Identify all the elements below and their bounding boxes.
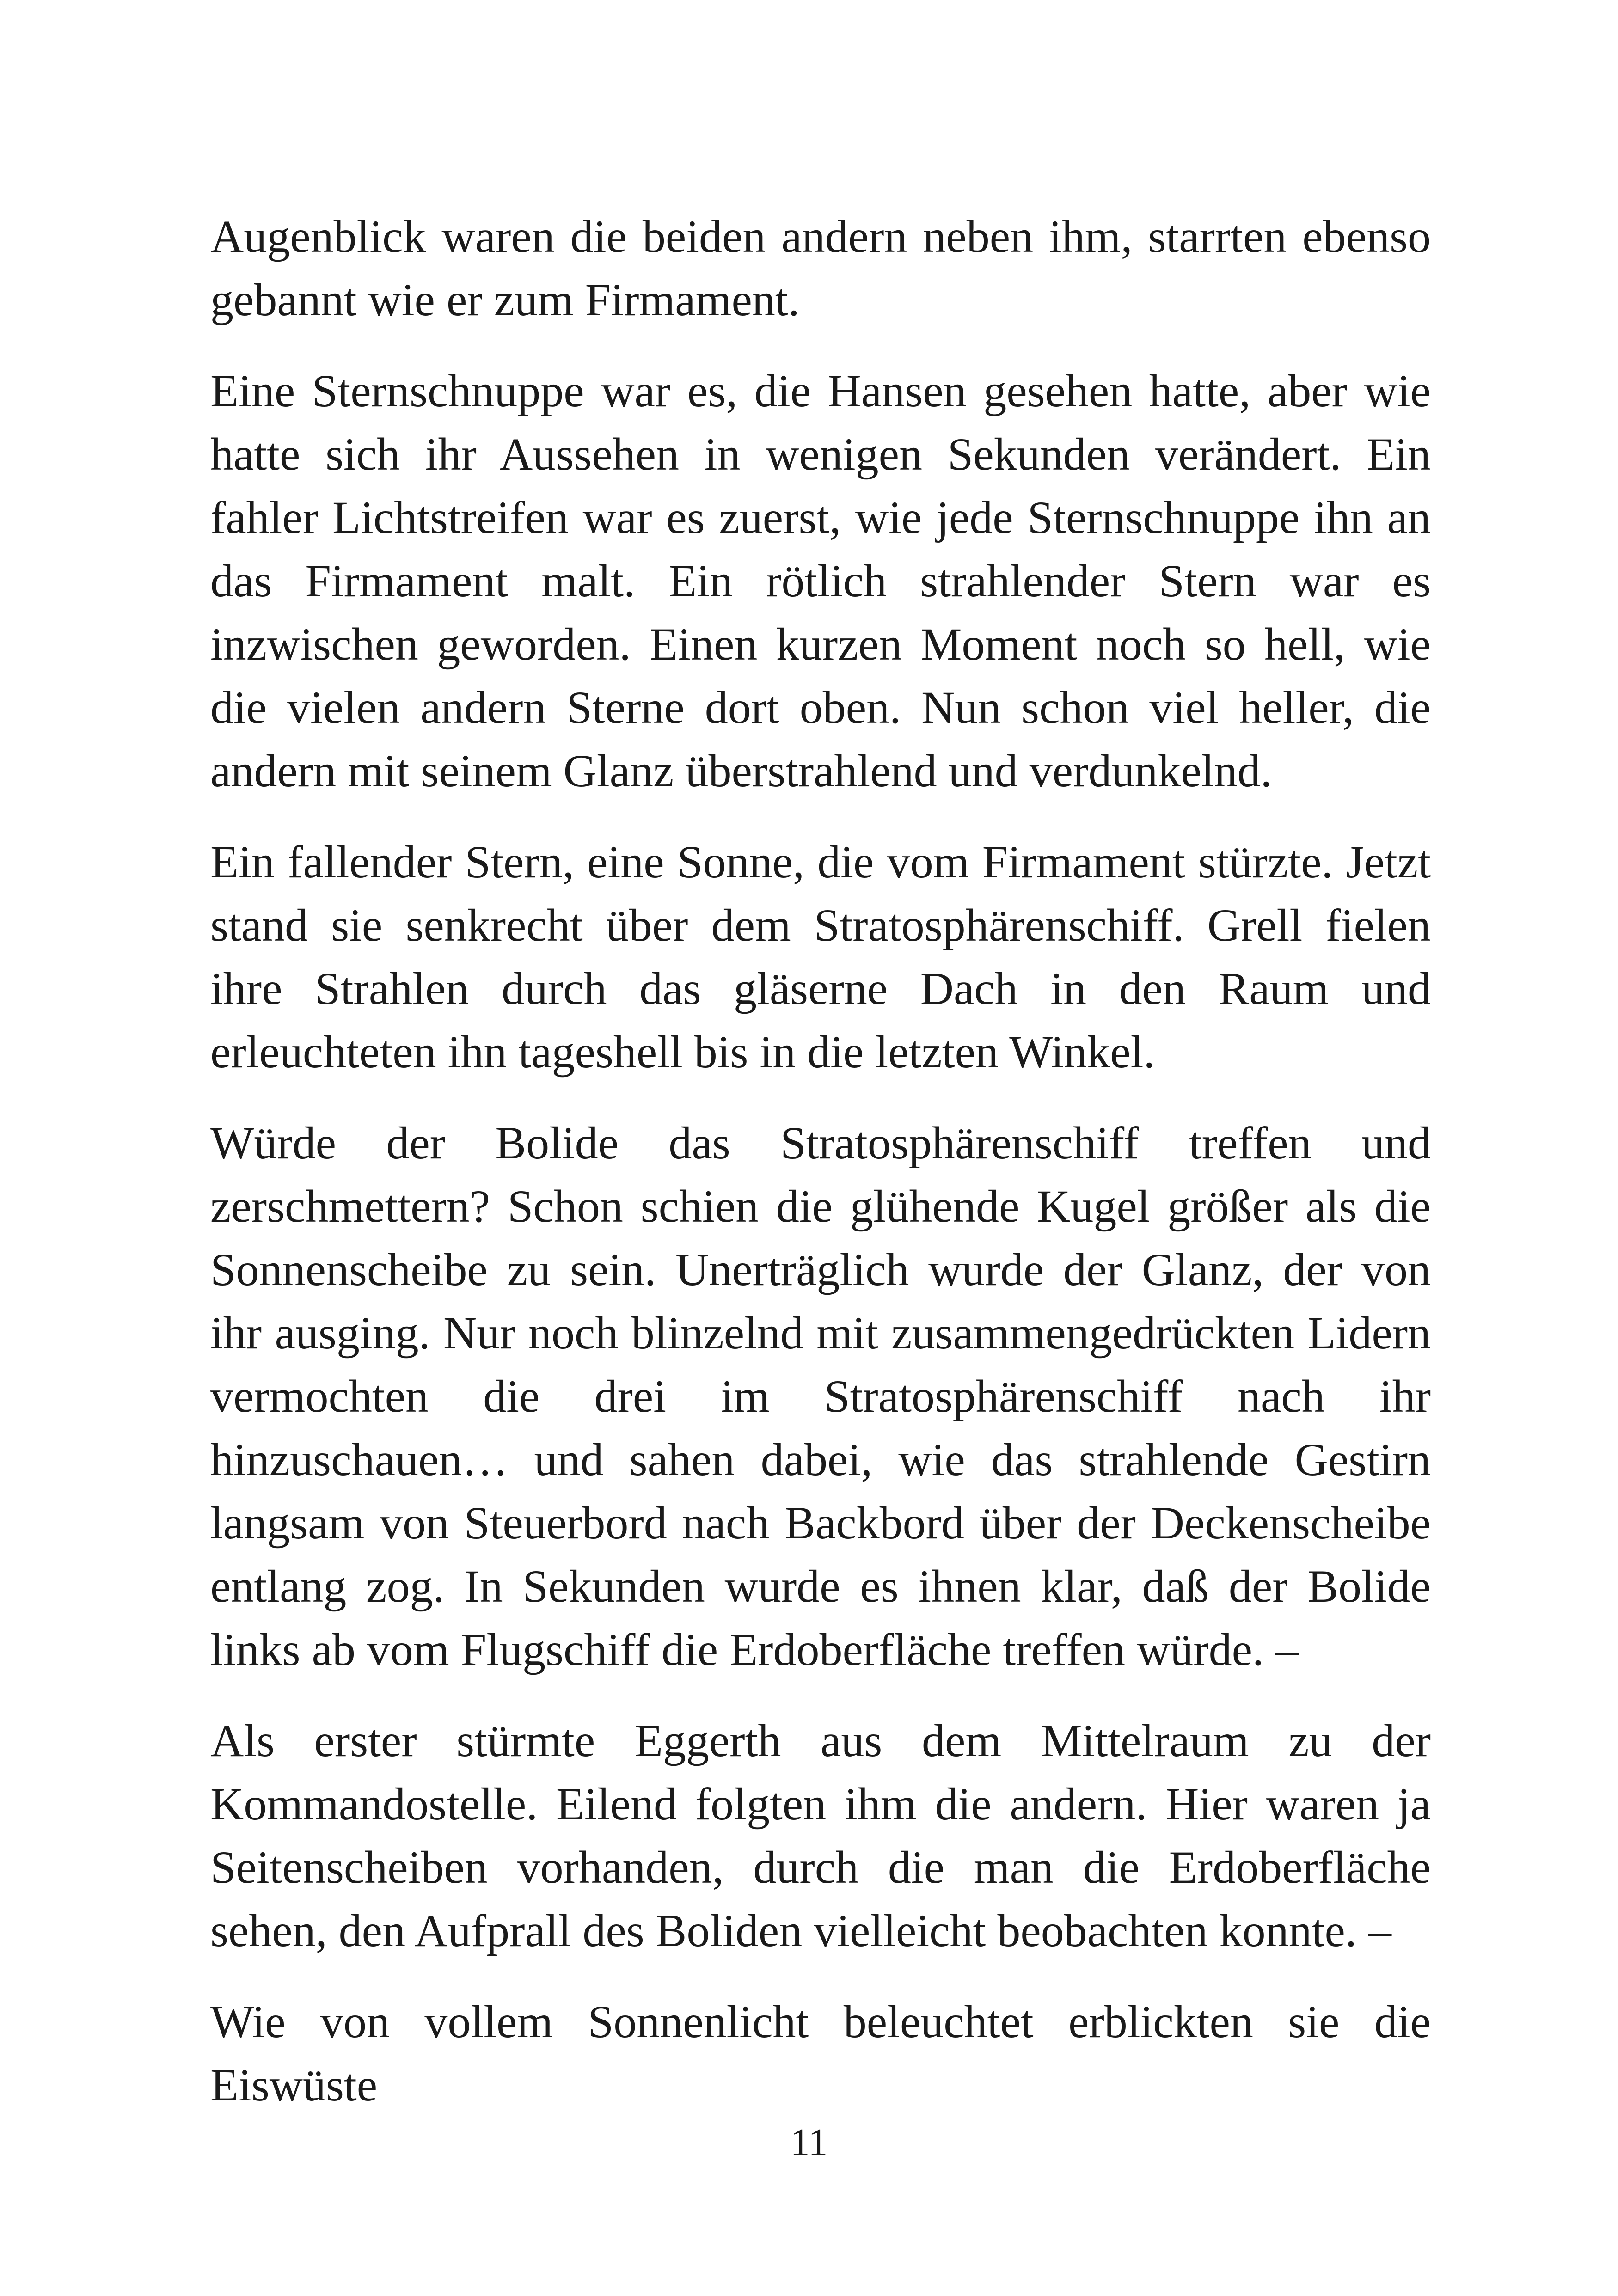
paragraph-6: Wie von vollem Sonnenlicht beleuchtet erblickten sie die Eiswüste — [210, 1996, 1431, 2111]
paragraph-3: Ein fallender Stern, eine Sonne, die vom Firmament stürzte. Jetzt stand sie senkrecht über dem Stratosphärenschiff. Grell fielen ihre Strahlen durch das gläserne Dach in den Raum und erleuchteten ihn tageshell bis in die letzten Winkel. — [210, 836, 1431, 1078]
paragraph-1: Augenblick waren die beiden andern neben ihm, starrten ebenso gebannt wie er zum Firmament. — [210, 211, 1431, 325]
page-number: 11 — [790, 2121, 828, 2164]
paragraph-4: Würde der Bolide das Stratosphärenschiff treffen und zerschmettern? Schon schien die glühende Kugel größer als die Sonnenscheibe zu sein. Unerträglich wurde der Glanz, der von ihr ausging. Nur noch blinzelnd mit zusammengedrückten Lidern vermochten die drei im Stratosphärenschiff nach ihr hinzuschauen… und sahen dabei, wie das strahlende Gestirn langsam von Steuerbord nach Backbord über der Deckenscheibe entlang zog. In Sekunden wurde es ihnen klar, daß der Bolide links ab vom Flugschiff die Erdoberfläche treffen würde. – — [210, 1117, 1431, 1675]
paragraph-2: Eine Sternschnuppe war es, die Hansen gesehen hatte, aber wie hatte sich ihr Aussehen in wenigen Sekunden verändert. Ein fahler Lichtstreifen war es zuerst, wie jede Sternschnuppe ihn an das Firmament malt. Ein rötlich strahlender Stern war es inzwischen geworden. Einen kurzen Moment noch so hell, wie die vielen andern Sterne dort oben. Nun schon viel heller, die andern mit seinem Glanz überstrahlend und verdunkelnd. — [210, 365, 1431, 796]
body-text — [210, 205, 1431, 2117]
paragraph-5: Als erster stürmte Eggerth aus dem Mittelraum zu der Kommandostelle. Eilend folgten ihm die andern. Hier waren ja Seitenscheiben vorhanden, durch die man die Erdoberfläche sehen, den Aufprall des Boliden vielleicht beobachten konnte. – — [210, 1715, 1431, 1956]
